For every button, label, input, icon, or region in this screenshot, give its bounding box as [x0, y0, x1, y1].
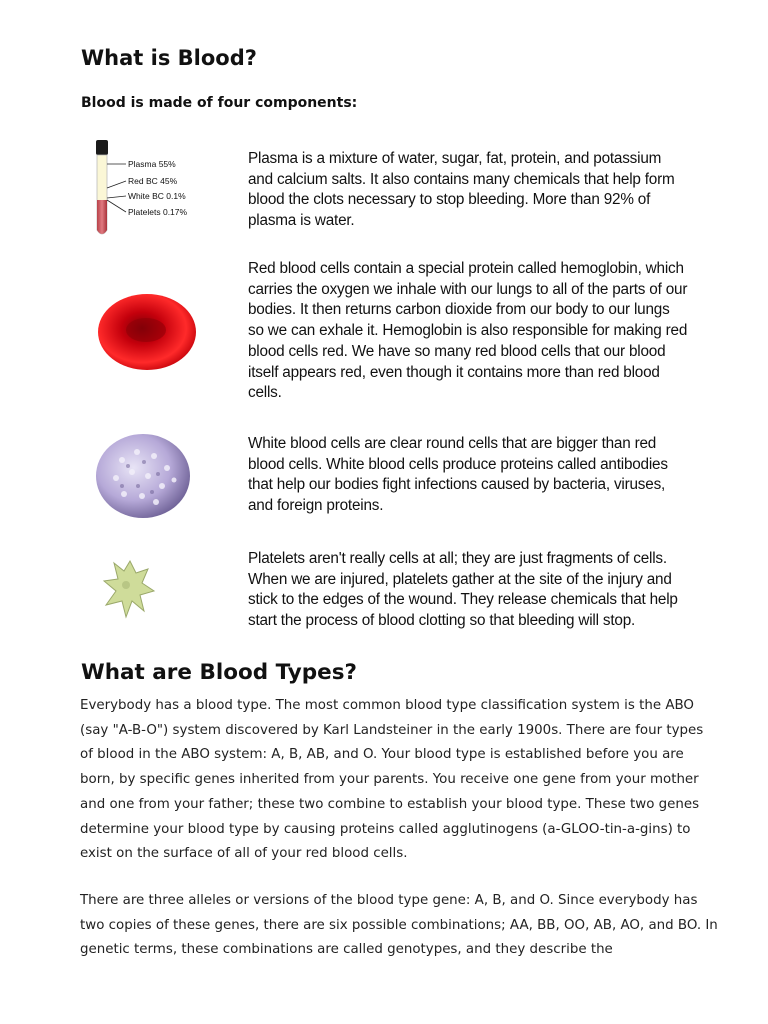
blood-test-tube-figure — [90, 140, 200, 240]
page-title: What is Blood? — [81, 46, 257, 70]
platelet-image — [100, 555, 162, 625]
tube-label-plasma: Plasma 55% — [128, 159, 176, 169]
desc-red-blood-cells: contain a special protein called hemoglobin, which carries the oxygen we inhale with our lungs to all of the parts of our bodies. It then returns carbon dioxide from our body to our lungs so we can exhale it. Hemoglobin is also responsible for making red blood cells red. We have so many red blood cells that our blood itself appears red, even though it contains more than red blood cells. — [248, 260, 688, 402]
term-red-blood-cells: Red blood cells — [248, 260, 350, 277]
desc-white-blood-cells: are clear round cells that are bigger than red blood cells. White blood cells produce proteins called antibodies that help our bodies fight infections caused by bacteria, viruses, and foreign proteins. — [248, 435, 668, 515]
white-blood-cell-image — [92, 430, 194, 522]
tube-cap — [96, 140, 108, 155]
tube-label-white: White BC 0.1% — [128, 191, 186, 201]
tube-label-red: Red BC 45% — [128, 176, 178, 186]
tube-label-platelets: Platelets 0.17% — [128, 207, 188, 217]
component-white-blood-cells — [248, 434, 688, 517]
tube-red-cells — [97, 200, 107, 234]
component-plasma — [248, 149, 688, 232]
component-red-blood-cells — [248, 259, 688, 404]
desc-plasma: is a mixture of water, sugar, fat, protein, and potassium and calcium salts. It also contains many chemicals that help form blood the clots necessary to stop bleeding. More than 92% of plasma is water. — [248, 150, 675, 230]
component-platelets — [248, 549, 688, 632]
paragraph-abo-system: Everybody has a blood type. The most common blood type classification system is the ABO (say "A-B-O") system discovered by Karl Landsteiner in the early 1900s. There are four types of blood in the ABO system: A, B, AB, and O. Your blood type is established before you are born, by specific genes inherited from your parents. You receive one gene from your mother and one from your father; these two combine to establish your blood type. These two genes determine your blood type by causing proteins called agglutinogens (a-GLOO-tin-a-gins) to exist on the surface of all of your red blood cells. — [80, 698, 704, 862]
term-platelets: Platelets — [248, 550, 305, 567]
term-white-blood-cells: White blood cells — [248, 435, 361, 452]
paragraph-alleles: There are three alleles or versions of the blood type gene: A, B, and O. Since everybody has two copies of these genes, there are six possible combinations; AA, BB, OO, AB, AO, and BO. In genetic terms, these combinations are called genotypes, and they describe the — [80, 893, 718, 958]
red-blood-cell-image — [94, 288, 200, 374]
desc-platelets: aren't really cells at all; they are just fragments of cells. When we are injured, platelets gather at the site of the injury and stick to the edges of the wound. They release chemicals that help start the process of blood clotting so that bleeding will stop. — [248, 550, 678, 630]
section-title-blood-types: What are Blood Types? — [81, 660, 358, 685]
page-subtitle: Blood is made of four components: — [81, 95, 358, 111]
term-plasma: Plasma — [248, 150, 298, 167]
